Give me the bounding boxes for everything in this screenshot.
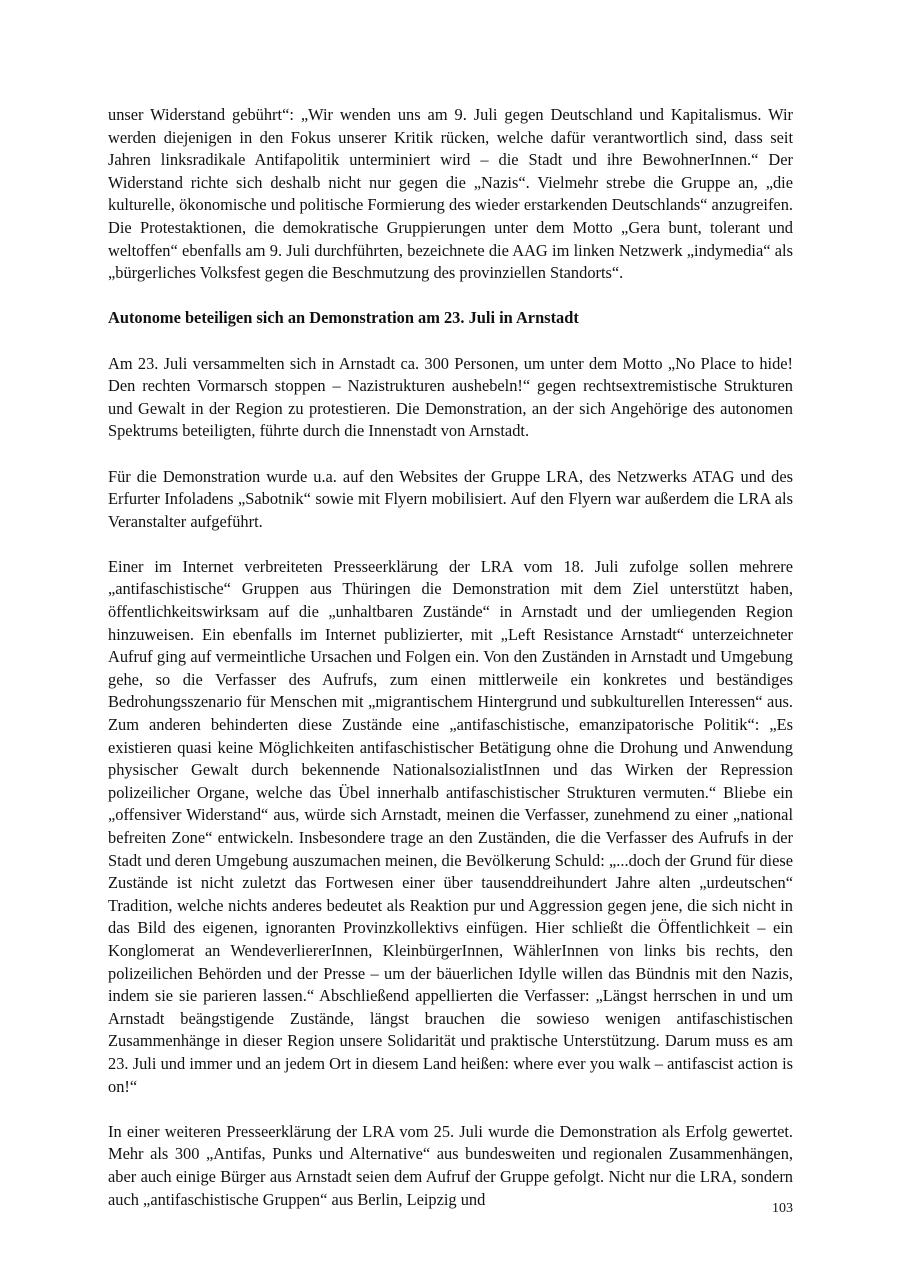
paragraph-mobilisierung: Für die Demonstration wurde u.a. auf den Websites der Gruppe LRA, des Netzwerks ATAG und des Erfurter Infoladens „Sabotnik“ sowie mit Flyern mobilisiert. Auf den Flyern war außerdem die LRA als Veranstalter aufgeführt. — [108, 466, 793, 531]
paragraph-presseerklaerung-18-juli: Einer im Internet verbreiteten Presseerklärung der LRA vom 18. Juli zufolge sollen mehrere „antifaschistische“ Gruppen aus Thüringen die Demonstration mit dem Ziel unterstützt haben, öffentlichkeitswirksam auf die „unhaltbaren Zustände“ in Arnstadt und der umliegenden Region hinzuweisen. Ein ebenfalls im Internet publizierter, mit „Left Resistance Arnstadt“ unterzeichneter Aufruf ging auf vermeintliche Ursachen und Folgen ein. Von den Zuständen in Arnstadt und Umgebung gehe, so die Verfasser des Aufrufs, zum einen mittlerweile ein konkretes und beständiges Bedrohungsszenario für Menschen mit „migrantischem Hintergrund und subkulturellen Interessen“ aus. Zum anderen behinderten diese Zustände eine „antifaschistische, emanzipatorische Politik“: „Es existieren quasi keine Möglichkeiten antifaschistischer Betätigung ohne die Drohung und Anwendung physischer Gewalt durch bekennende NationalsozialistInnen und das Wirken der Repression polizeilicher Organe, welche das Übel innerhalb antifaschistischer Strukturen vermuten.“ Bliebe ein „offensiver Widerstand“ aus, würde sich Arnstadt, meinen die Verfasser, zunehmend zu einer „national befreiten Zone“ entwickeln. Insbesondere trage an den Zuständen, die die Verfasser des Aufrufs in der Stadt und deren Umgebung auszumachen meinen, die Bevölkerung Schuld: „...doch der Grund für diese Zustände ist nicht zuletzt das Fortwesen einer über tausenddreihundert Jahre alten „urdeutschen“ Tradition, welche nichts anderes bedeutet als Reaktion pur und Aggression gegen jene, die sich nicht in das Bild des eigenen, ignoranten Provinzkollektivs einfügen. Hier schließt die Öffentlichkeit – ein Konglomerat an WendeverliererInnen, KleinbürgerInnen, WählerInnen von links bis rechts, den polizeilichen Behörden und der Presse – um der bäuerlichen Idylle willen das Bündnis mit den Nazis, indem sie sie parieren lassen.“ Abschließend appellierten die Verfasser: „Längst herrschen in und um Arnstadt beängstigende Zustände, längst brauchen die sowieso wenigen antifaschistischen Zusammenhänge in dieser Region unsere Solidarität und praktische Unterstützung. Darum muss es am 23. Juli und immer und an jedem Ort in diesem Land heißen: where ever you walk – antifascist action is on!“ — [108, 556, 793, 1096]
page-number: 103 — [772, 1201, 793, 1216]
paragraph-presseerklaerung-25-juli: In einer weiteren Presseerklärung der LRA vom 25. Juli wurde die Demonstration als Erfolg gewertet. Mehr als 300 „Antifas, Punks und Alternative“ aus bundesweiten und regionalen Zusammenhängen, aber auch einige Bürger aus Arnstadt seien dem Aufruf der Gruppe gefolgt. Nicht nur die LRA, sondern auch „antifaschistische Gruppen“ aus Berlin, Leipzig und — [108, 1121, 793, 1209]
section-heading-arnstadt: Autonome beteiligen sich an Demonstration am 23. Juli in Arnstadt — [108, 308, 579, 328]
page-body — [108, 104, 793, 1234]
paragraph-widerstand: unser Widerstand gebührt“: „Wir wenden uns am 9. Juli gegen Deutschland und Kapitalismus. Wir werden diejenigen in den Fokus unserer Kritik rücken, welche dafür verantwortlich sind, dass seit Jahren linksradikale Antifapolitik unterminiert wird – die Stadt und ihre BewohnerInnen.“ Der Widerstand richte sich deshalb nicht nur gegen die „Nazis“. Vielmehr strebe die Gruppe an, „die kulturelle, ökonomische und politische Formierung des wieder erstarkenden Deutschlands“ anzugreifen. Die Protestaktionen, die demokratische Gruppierungen unter dem Motto „Gera bunt, tolerant und weltoffen“ ebenfalls am 9. Juli durchführten, bezeichnete die AAG im linken Netzwerk „indymedia“ als „bürgerliches Volksfest gegen die Beschmutzung des provinziellen Standorts“. — [108, 105, 793, 283]
paragraph-demonstration: Am 23. Juli versammelten sich in Arnstadt ca. 300 Personen, um unter dem Motto „No Place to hide! Den rechten Vormarsch stoppen – Nazistrukturen aushebeln!“ gegen rechtsextremistische Strukturen und Gewalt in der Region zu protestieren. Die Demonstration, an der sich Angehörige des autonomen Spektrums beteiligten, führte durch die Innenstadt von Arnstadt. — [108, 353, 793, 441]
